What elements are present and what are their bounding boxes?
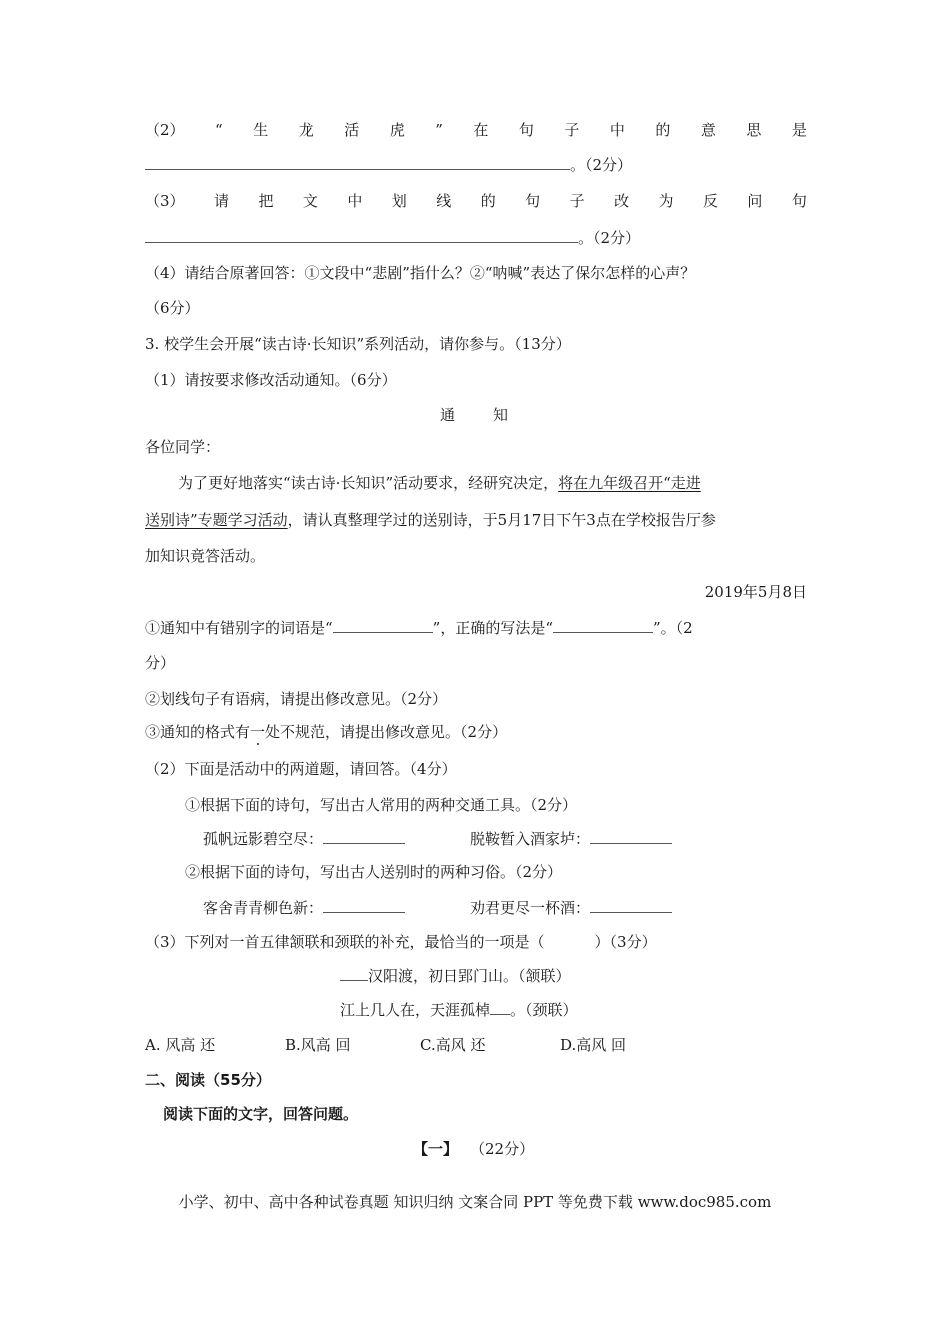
verse-text: 。（颈联） — [510, 1001, 578, 1019]
question-3-sub1: （1）请按要求修改活动通知。（6分） — [145, 371, 397, 389]
q2-2-char: 活 — [344, 121, 360, 139]
poem-text: 客舍青青柳色新： — [203, 899, 324, 917]
item-1-text: ①通知中有错别字的词语是“ — [145, 619, 333, 637]
q2-2-score: 。（2分） — [570, 156, 633, 174]
section-2-instruction: 阅读下面的文字，回答问题。 — [163, 1105, 359, 1123]
q2-3-char: 为 — [658, 192, 674, 210]
part-2-question-a: ①根据下面的诗句，写出古人常用的两种交通工具。（2分） — [185, 796, 578, 814]
option-c[interactable]: C.高风 还 — [420, 1036, 486, 1054]
notice-greeting: 各位同学： — [145, 438, 221, 456]
part-label: 【一】 — [413, 1140, 459, 1158]
q2-3-char: 线 — [436, 192, 452, 210]
poem-line-4 — [470, 898, 672, 918]
notice-body-line-3: 加知识竟答活动。 — [145, 547, 266, 565]
notice-underlined-sentence: 将在九年级召开“走进 — [558, 474, 701, 492]
q2-2-char: 在 — [473, 121, 489, 139]
q2-4-text: （4）请结合原著回答：①文段中“悲剧”指什么？②“呐喊”表达了保尔怎样的心声？ — [145, 264, 696, 282]
part-3-intro — [145, 932, 657, 952]
q2-2-char: 意 — [700, 121, 716, 139]
section-2-part-title — [413, 1139, 534, 1159]
answer-blank[interactable] — [590, 829, 672, 844]
poem-line-1 — [203, 829, 405, 849]
q2-3-answer-line — [145, 228, 640, 248]
option-a[interactable]: A. 风高 还 — [145, 1036, 216, 1054]
q2-3-char: 请 — [213, 192, 229, 210]
item-1-score: 分） — [145, 654, 176, 672]
q2-2-char: ” — [435, 121, 443, 139]
q2-3-char: 问 — [747, 192, 763, 210]
part-2-intro: （2）下面是活动中的两道题，请回答。（4分） — [145, 760, 457, 778]
answer-blank[interactable] — [323, 829, 405, 844]
part-3-verse-1 — [340, 966, 571, 986]
q2-2-char: 中 — [609, 121, 625, 139]
notice-body-text: ，请认真整理学过的送别诗，于5月17日下午3点在学校报告厅参 — [287, 511, 716, 529]
answer-blank[interactable] — [490, 1000, 510, 1015]
notice-date: 2019年5月8日 — [704, 583, 807, 601]
item-3-text: ③通知的格式有 — [145, 723, 251, 741]
q2-2-char: 虎 — [389, 121, 405, 139]
option-b[interactable]: B.风高 回 — [285, 1036, 351, 1054]
answer-blank[interactable] — [590, 898, 672, 913]
q2-2-char: 思 — [746, 121, 762, 139]
part-3-text: （3）下列对一首五律颔联和颈联的补充，最恰当的一项是（ — [145, 933, 545, 951]
answer-blank[interactable] — [145, 228, 578, 243]
section-2-heading: 二、阅读（55分） — [145, 1071, 271, 1089]
answer-blank[interactable] — [553, 618, 653, 633]
poem-text: 孤帆远影碧空尽： — [203, 830, 324, 848]
q2-2-char: 生 — [253, 121, 269, 139]
poem-text: 劝君更尽一杯酒： — [470, 899, 591, 917]
poem-line-2 — [470, 829, 672, 849]
q2-3-char: 把 — [258, 192, 274, 210]
item-3-text: 处不规范，请提出修改意见。（2分） — [265, 723, 508, 741]
q2-3-char: 文 — [302, 192, 318, 210]
answer-blank[interactable] — [323, 898, 405, 913]
q2-3-char: 的 — [480, 192, 496, 210]
q2-2-prefix: （2） — [145, 121, 185, 139]
q2-2-char: 是 — [791, 121, 807, 139]
item-1-line — [145, 618, 693, 638]
answer-blank[interactable] — [145, 155, 570, 170]
notice-body-line-2 — [145, 510, 716, 530]
q2-3-char: 句 — [791, 192, 807, 210]
q2-2-char: 子 — [564, 121, 580, 139]
q2-2-char: “ — [215, 121, 223, 139]
q2-3-char: 改 — [614, 192, 630, 210]
item-3-emphasis: 一 — [250, 723, 266, 741]
q2-4-score: （6分） — [145, 299, 200, 317]
part-2-question-b: ②根据下面的诗句，写出古人送别时的两种习俗。（2分） — [185, 863, 563, 881]
q2-3-char: 划 — [391, 192, 407, 210]
answer-blank[interactable] — [340, 966, 368, 981]
verse-text: 汉阳渡，初日郢门山。（颔联） — [368, 967, 571, 985]
part-3-score: ）（3分） — [594, 933, 657, 951]
notice-underlined-sentence: 送别诗”专题学习活动 — [145, 511, 288, 529]
q2-3-char: 中 — [347, 192, 363, 210]
notice-title-char: 知 — [493, 406, 509, 424]
verse-text: 江上几人在，天涯孤棹 — [340, 1001, 491, 1019]
page-footer: 小学、初中、高中各种试卷真题 知识归纳 文案合同 PPT 等免费下载 www.doc985.com — [178, 1193, 772, 1211]
q2-2-char: 句 — [518, 121, 534, 139]
question-2-3-line — [145, 191, 807, 211]
part-3-verse-2 — [340, 1000, 578, 1020]
answer-blank[interactable] — [333, 618, 433, 633]
q2-2-answer-line — [145, 155, 632, 175]
q2-3-char: 子 — [569, 192, 585, 210]
item-3 — [145, 722, 507, 742]
q2-3-char: 反 — [702, 192, 718, 210]
q2-3-char: 句 — [525, 192, 541, 210]
part-score: （22分） — [470, 1140, 535, 1158]
notice-title — [440, 405, 508, 425]
item-1-text: ”，正确的写法是“ — [432, 619, 554, 637]
poem-text: 脱鞍暂入酒家垆： — [470, 830, 591, 848]
item-1-text: ”。（2 — [653, 619, 693, 637]
q2-2-char: 的 — [655, 121, 671, 139]
notice-body-line-1 — [178, 473, 701, 493]
question-3-text: 3. 校学生会开展“读古诗·长知识”系列活动，请你参与。（13分） — [145, 335, 571, 353]
q2-3-prefix: （3） — [145, 192, 185, 210]
q2-3-score: 。（2分） — [578, 229, 641, 247]
poem-line-3 — [203, 898, 405, 918]
question-2-2-line — [145, 120, 807, 140]
notice-title-char: 通 — [440, 406, 456, 424]
item-2: ②划线句子有语病，请提出修改意见。（2分） — [145, 690, 448, 708]
option-d[interactable]: D.高风 回 — [560, 1036, 627, 1054]
notice-body-text: 为了更好地落实“读古诗·长知识”活动要求，经研究决定， — [178, 474, 559, 492]
q2-2-char: 龙 — [298, 121, 314, 139]
